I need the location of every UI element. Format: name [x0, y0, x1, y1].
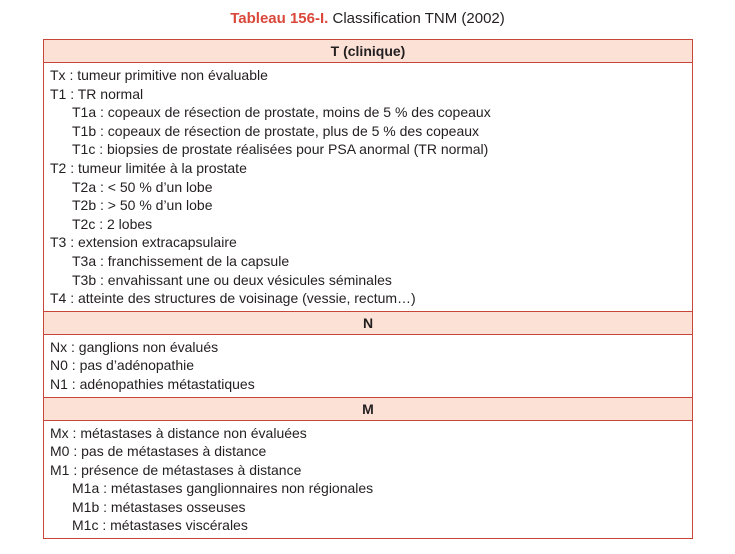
- category-line: N1 : adénopathies métastatiques: [50, 375, 255, 392]
- subcategory-line: T2a : < 50 % d’un lobe: [72, 178, 213, 195]
- section-header: N: [44, 311, 692, 335]
- caption-label: Tableau 156-I.: [230, 10, 329, 27]
- subcategory-line: T3b : envahissant une ou deux vésicules séminales: [72, 271, 392, 288]
- subcategory-line: M1c : métastases viscérales: [72, 517, 248, 534]
- caption-title: Classification TNM (2002): [332, 10, 505, 27]
- section-body: [44, 335, 692, 397]
- table-section: [44, 311, 692, 397]
- subcategory-line: T2b : > 50 % d’un lobe: [72, 197, 213, 214]
- category-line: Mx : métastases à distance non évaluées: [50, 424, 307, 441]
- category-line: Tx : tumeur primitive non évaluable: [50, 67, 268, 83]
- subcategory-line: T3a : franchissement de la capsule: [72, 252, 290, 269]
- category-line: T3 : extension extracapsulaire: [50, 234, 237, 251]
- category-line: T2 : tumeur limitée à la prostate: [50, 159, 247, 176]
- section-body: [44, 421, 692, 539]
- table-caption: [0, 9, 735, 29]
- section-header: T (clinique): [44, 40, 692, 63]
- subcategory-line: T1b : copeaux de résection de prostate, plus de 5 % des copeaux: [72, 122, 480, 139]
- section-body: [44, 63, 692, 311]
- category-line: T1 : TR normal: [50, 85, 144, 102]
- category-line: N0 : pas d’adénopathie: [50, 357, 194, 374]
- table-section: [44, 397, 692, 539]
- category-line: M0 : pas de métastases à distance: [50, 443, 267, 460]
- table-section: [44, 40, 692, 311]
- subcategory-line: M1a : métastases ganglionnaires non régionales: [72, 480, 374, 497]
- category-line: M1 : présence de métastases à distance: [50, 461, 302, 478]
- subcategory-line: T2c : 2 lobes: [72, 215, 153, 232]
- subcategory-line: T1c : biopsies de prostate réalisées pour PSA anormal (TR normal): [72, 141, 489, 158]
- section-header: M: [44, 397, 692, 421]
- subcategory-line: T1a : copeaux de résection de prostate, moins de 5 % des copeaux: [72, 104, 491, 121]
- category-line: T4 : atteinte des structures de voisinage (vessie, rectum…): [50, 290, 416, 307]
- category-line: Nx : ganglions non évalués: [50, 338, 219, 355]
- tnm-classification-table: [43, 39, 693, 539]
- subcategory-line: M1b : métastases osseuses: [72, 498, 246, 515]
